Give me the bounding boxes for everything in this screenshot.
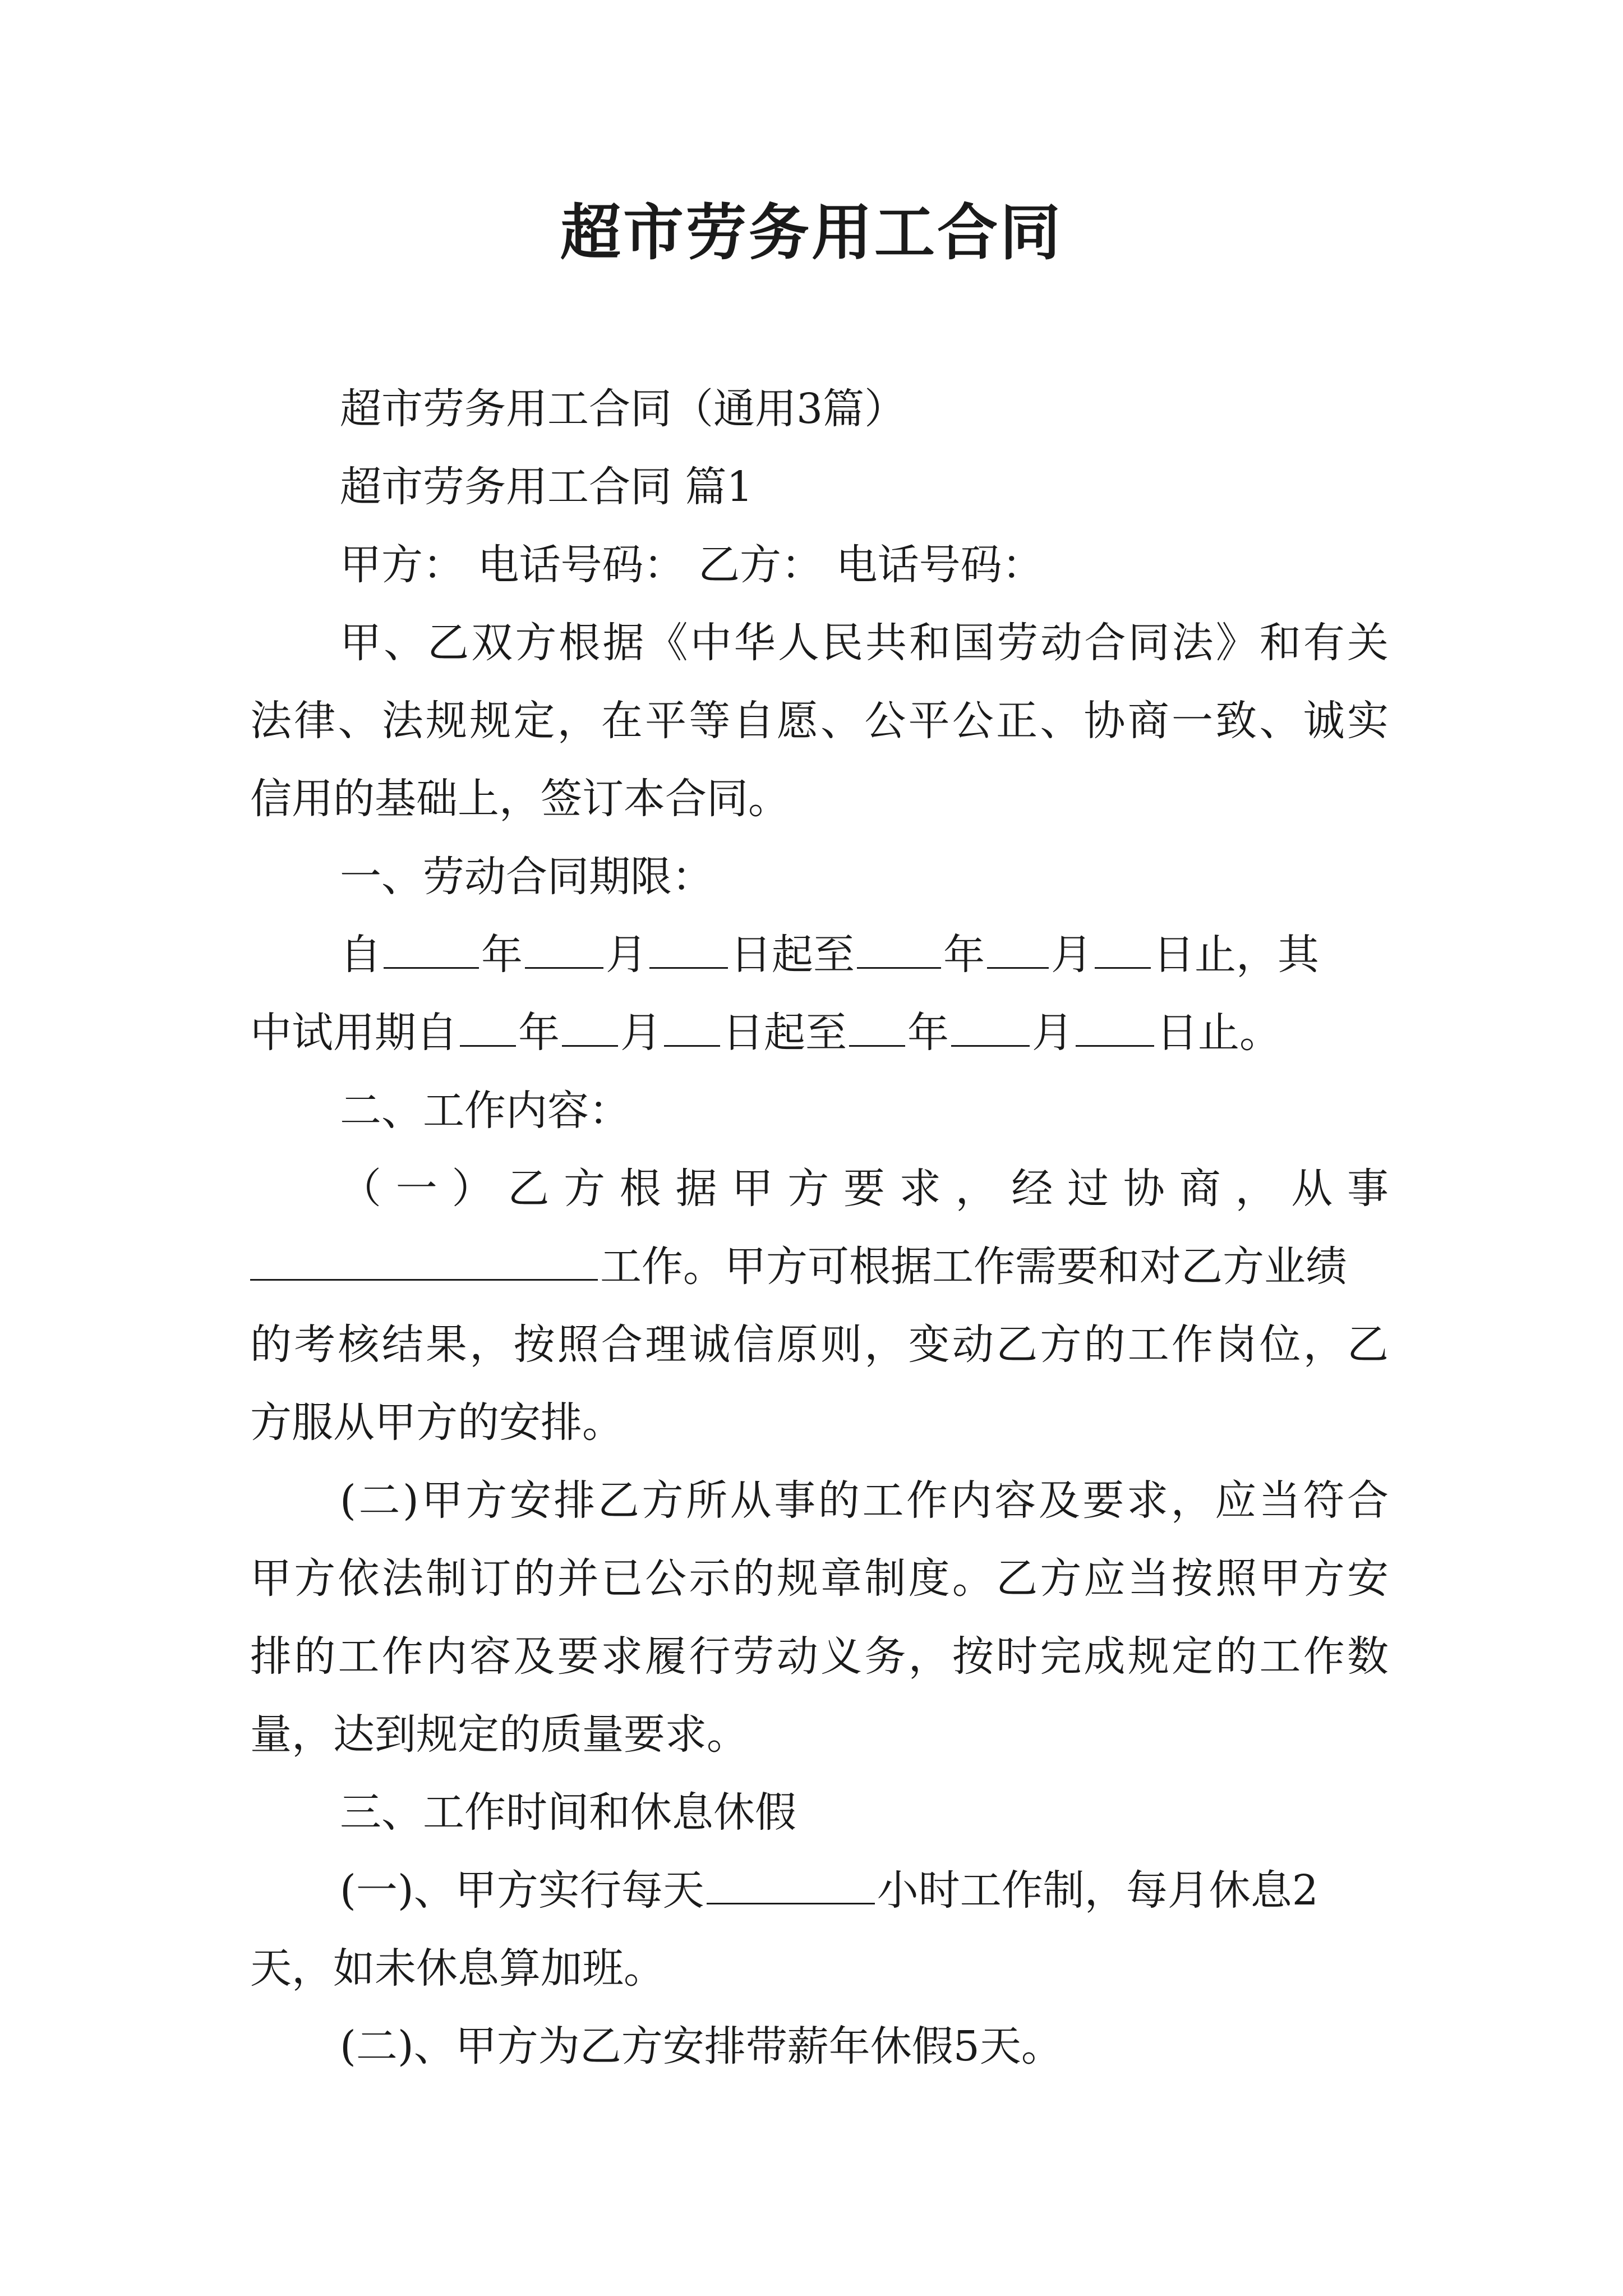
blank-field [857,928,941,969]
blank-field [649,928,728,969]
blank-field [707,1864,875,1904]
s2-item1-line-4: 方服从甲方的安排。 [250,1398,624,1447]
parties-line: 甲方： 电话号码： 乙方： 电话号码： [340,541,1044,589]
s2-item2-line-3: 排的工作内容及要求履行劳动义务，按时完成规定的工作数 [250,1632,1389,1681]
s2-item1-line-3: 的考核结果，按照合理诚信原则，变动乙方的工作岗位，乙 [250,1320,1389,1369]
blank-field [384,928,479,969]
term-text: 年 [907,1009,949,1057]
blank-field [1076,1006,1154,1047]
blank-field [525,928,603,969]
term-text: 年 [481,931,523,979]
term-text: 年 [943,931,985,979]
blank-field [849,1006,905,1047]
s3-item1-tail: 小时工作制，每月休息2 [877,1866,1318,1915]
s2-item1-tail: 工作。甲方可根据工作需要和对乙方业绩 [600,1243,1347,1291]
s2-item1-line-1: （一）乙方根据甲方要求，经过协商，从事 [340,1165,1389,1213]
term-text: 月 [1032,1009,1073,1057]
term-text: 年 [518,1009,560,1057]
term-text: 月 [620,1009,662,1057]
blank-field [951,1006,1030,1047]
term-line-1 [250,916,1389,994]
subtitle: 超市劳务用工合同（通用3篇） [340,385,906,433]
intro-line-1: 甲、乙双方根据《中华人民共和国劳动合同法》和有关 [340,619,1389,667]
section3-heading: 三、工作时间和休息休假 [340,1788,796,1837]
s3-item1-line-2: 天，如未休息算加班。 [250,1944,665,1993]
term-text: 中试用期自 [250,1009,458,1057]
s2-item2-line-4: 量，达到规定的质量要求。 [250,1710,748,1759]
term-text: 自 [340,931,381,979]
s2-item1-line-2 [250,1228,1389,1306]
blank-field [987,928,1049,969]
section1-heading: 一、劳动合同期限： [340,853,713,901]
term-text: 日起至 [730,931,855,979]
term-text: 日起至 [722,1009,847,1057]
blank-field [250,1240,598,1281]
s3-item1-line-1 [250,1852,1389,1930]
document-title: 超市劳务用工合同 [560,197,1063,268]
s2-item2-line-1: (二)甲方安排乙方所从事的工作内容及要求，应当符合 [340,1476,1389,1525]
intro-line-3: 信用的基础上，签订本合同。 [250,775,790,823]
blank-field [664,1006,720,1047]
term-text: 日止。 [1156,1009,1281,1057]
term-line-2 [250,994,1389,1072]
term-text: 月 [1051,931,1092,979]
s3-item2-line: (二)、甲方为乙方安排带薪年休假5天。 [340,2022,1063,2070]
blank-field [1095,928,1151,969]
s3-item1-head: (一)、甲方实行每天 [340,1866,704,1915]
s2-item2-line-2: 甲方依法制订的并已公示的规章制度。乙方应当按照甲方安 [250,1554,1389,1603]
blank-field [562,1006,618,1047]
part-heading: 超市劳务用工合同 篇1 [340,463,753,511]
blank-field [460,1006,516,1047]
section2-heading: 二、工作内容： [340,1087,630,1135]
document-body [250,370,1389,2086]
intro-line-2: 法律、法规规定，在平等自愿、公平公正、协商一致、诚实 [250,697,1389,745]
term-text: 日止，其 [1153,931,1319,979]
term-text: 月 [606,931,647,979]
